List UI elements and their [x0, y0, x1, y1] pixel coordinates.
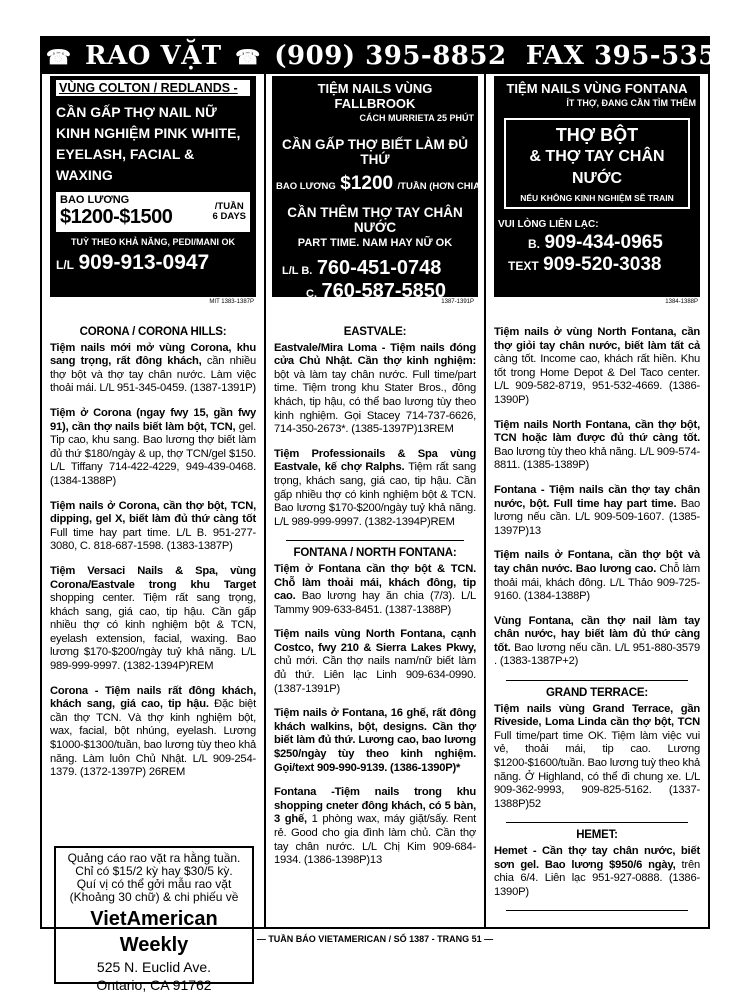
- ad-subtitle: CÁCH MURRIETA 25 PHÚT: [359, 113, 474, 123]
- banner-fax: FAX 395-5357: [525, 41, 736, 71]
- listing-body: Tiệm rất sang trọng, khách sang, giá cao, tip hậu. Cần gấp nhiều thợ có kinh nghiệm bột & TCN. Bao lương $170-$200/ngày tuỷ khả năng. L/L 989-999-9997. (1382-1394P)REM: [274, 461, 476, 528]
- listing-body: shopping center. Tiệm rất sang trọng, khách sang, giá cao, tip hậu. Cần gấp nhiều thợ có kinh nghiệm bột & TCN, eyelash extension, facial, waxing. Bao lương $170-$200/ngày tuỷ khả năng. L/L 989-999-9997. (1382-1394P)REM: [50, 592, 256, 673]
- promo-box: [54, 846, 254, 993]
- promo-line: Chỉ có $15/2 kỳ hay $30/5 kỳ.: [75, 864, 233, 878]
- salary-label: BAO LƯƠNG: [276, 181, 336, 192]
- listing-headline: Tiệm Professionails & Spa vùng Eastvale, kế chợ Ralphs.: [274, 447, 476, 474]
- listing: [494, 549, 700, 603]
- listing-body: Bao lương nếu cần. L/L 909-509-1607. (1385-1397P)13: [494, 497, 701, 537]
- ad-code: MIT 1383-1387P: [209, 299, 254, 305]
- listing-headline: Vùng Fontana, cần thợ nail làm tay chân nước, hay biết làm đủ thứ càng tốt.: [494, 614, 700, 654]
- listing: [50, 407, 256, 489]
- contact-label: TEXT: [508, 259, 539, 273]
- listing-body: chủ mới. Cần thợ nails nam/nữ biết làm đủ thứ. Liên lạc Linh 909-634-0990. (1387-1391P): [274, 655, 476, 695]
- listing-body: 1 phòng wax, máy giặt/sấy. Rent rẻ. Good cho gia đình làm chủ. Cần thợ tay chân nước. L/L Chị Kim 909-684-1934. (1386-1398P)13: [274, 813, 476, 867]
- listing-headline: Tiệm ở Fontana cần thợ bột & TCN. Chỗ làm thoải mái, khách đông, tip cao.: [274, 562, 476, 603]
- divider: [286, 540, 464, 541]
- listing-body: cần nhiều thợ bột và thợ tay chân nước. Làm việc thoải mái. L/L 951-345-0459. (1387-1391P): [50, 355, 256, 395]
- brand-name: VietAmerican Weekly: [90, 908, 218, 956]
- ad-line: CẦN THÊM THỢ TAY CHÂN NƯỚC: [287, 205, 463, 235]
- listing: [494, 326, 700, 408]
- listing-body: Đặc biệt cần thợ TCN. Và thợ kinh nghiệm bột, wax, facial, bột nhúng, eyelash. Lương $1000-$1300/tuần, bao lương tùy theo khả năng. Làm luôn Chủ Nhật. L/L 909-254-1379. (1372-1397P) 26REM: [50, 698, 256, 779]
- promo-line: (Khoảng 30 chữ) & chi phiếu về: [69, 890, 239, 904]
- listing-headline: Tiệm nails vùng North Fontana, cạnh Costco, fwy 210 & Sierra Lakes Pkwy,: [274, 628, 476, 654]
- listing: [50, 500, 256, 554]
- promo-address: Ontario, CA 91762: [96, 977, 212, 993]
- listing-headline: Fontana - Tiệm nails cần thợ tay chân nước, bột. Full time hay part time.: [494, 483, 700, 510]
- listing-headline: Tiệm nails ở Fontana, cần thợ bột và tay chân nước. Bao lương cao.: [494, 549, 700, 575]
- listing-body: càng tốt. Income cao, khách rất hiền. Khu tốt trong Home Depot & Del Taco center. L/L 909-582-8719, 951-532-4669. (1386-1390P): [494, 353, 700, 406]
- listing: [274, 563, 476, 617]
- ad-line: EYELASH, FACIAL & WAXING: [56, 146, 195, 183]
- listing-body: Chỗ làm thoải mái, khách đông. L/L Thảo 909-725-9160. (1384-1388P): [494, 562, 701, 603]
- listing-headline: Tiệm nails ở vùng North Fontana, cần thợ giỏi tay chân nước, biết làm tất cả: [494, 326, 700, 352]
- section-heading: GRAND TERRACE:: [546, 687, 648, 700]
- salary-value: $1200: [340, 173, 394, 194]
- listing: [494, 615, 700, 669]
- listing: [494, 484, 700, 538]
- section-heading: FONTANA / NORTH FONTANA:: [293, 547, 457, 560]
- listing: [50, 685, 256, 780]
- ad-inner-box: [504, 118, 690, 209]
- ad-code: 1387-1391P: [441, 299, 474, 305]
- divider: [506, 680, 688, 681]
- contact-label: L/L B.: [282, 265, 313, 277]
- listing-headline: Tiệm nails ở Fontana, 16 ghế, rất đông khách walkins, bột, designs. Cần thợ biết làm đủ thứ. Lương cao, bao lương $250/ngày tùy theo kinh nghiệm. Gọi/text 909-990-9139. (1386-1390P)*: [274, 707, 476, 774]
- ad-contact: [498, 232, 696, 254]
- contact-label: C.: [306, 288, 317, 300]
- section-north-fontana: [494, 326, 700, 917]
- section-corona: [50, 326, 256, 791]
- contact-phone: 760-451-0748: [316, 257, 442, 279]
- banner-title: RAO VẶT: [84, 41, 222, 71]
- salary-unit: /TUẦN (HƠN CHIA): [397, 181, 484, 192]
- listing-headline: Hemet - Cần thợ tay chân nước, biết sơn gel. Bao lương $950/6 ngày,: [494, 845, 700, 871]
- phone-icon: ☎: [46, 45, 72, 69]
- banner-phone: (909) 395-8852: [274, 41, 507, 71]
- listing: [494, 419, 700, 473]
- listing-headline: Tiệm ở Corona (ngay fwy 15, gần fwy 91), cần thợ nails biết làm bột, TCN,: [50, 406, 256, 433]
- promo-address: 525 N. Euclid Ave.: [96, 959, 212, 975]
- salary-unit-week: /TUẦN: [214, 201, 244, 212]
- column-2: [266, 76, 484, 927]
- listing-body: bột và làm tay chân nước. Full time/part time. Tiệm trong khu Stater Bros., đông khách, tip hậu, có thể bao lương tùy theo kinh nghiệm. Gọi Stacey 714-737-6626, 714-350-2673*. (1385-1397P)13REM: [274, 368, 476, 436]
- listing-headline: Eastvale/Mira Loma - Tiệm nails đóng cửa Chủ Nhật. Cần thợ kinh nghiệm:: [274, 341, 476, 368]
- salary-box: [56, 192, 250, 232]
- listing-body: Full time/part time OK. Tiệm làm việc vui vẻ, thoải mái, tip cao. Lương $1200-$1600/tuần. Bao lương tuỳ theo khả năng. Ở Highland, có thể đi chung xe. L/L 909-362-9993, 909-825-5162. (1337-1388P)52: [494, 729, 700, 810]
- section-eastvale: [274, 326, 476, 879]
- ad-colton: [50, 76, 256, 297]
- promo-line: Quí vị có thể gởi mẫu rao vặt: [76, 877, 232, 891]
- ad-line: KINH NGHIỆM PINK WHITE,: [56, 125, 241, 141]
- promo-line: Quảng cáo rao vặt ra hằng tuần.: [67, 851, 241, 865]
- salary-unit: [213, 202, 246, 222]
- listing-headline: Tiệm nails ở Corona, cần thợ bột, TCN, dipping, gel X, biết làm đủ thứ càng tốt: [50, 499, 256, 526]
- listing: [494, 845, 700, 899]
- listing-body: Bao lương tùy theo khả năng. L/L 909-574-8811. (1385-1389P): [494, 445, 700, 472]
- page-footer: — TUẦN BÁO VIETAMERICAN / SỐ 1387 - TRANG 51 —: [256, 934, 494, 944]
- ad-region: VÙNG COLTON / REDLANDS -: [56, 80, 250, 96]
- divider: [506, 822, 688, 823]
- listing-body: Full time hay part time. L/L B. 951-277-3080, C. 818-687-1598. (1383-1387P): [50, 526, 256, 553]
- section-heading: EASTVALE:: [343, 326, 407, 338]
- ad-box-line: & THỢ TAY CHÂN NƯỚC: [529, 148, 665, 187]
- contact-phone: 909-434-0965: [544, 232, 663, 253]
- ad-contact: [498, 254, 696, 276]
- contact-label: B.: [528, 237, 540, 251]
- ad-fontana: [494, 76, 700, 297]
- listing: [494, 703, 700, 812]
- listing-headline: Tiệm nails vùng Grand Terrace, gần Riveside, Loma Linda cần thợ bột, TCN: [494, 702, 700, 729]
- listing: [274, 707, 476, 775]
- listing: [274, 342, 476, 437]
- listing-body: Bao lương nếu cần. L/L 951-880-3579 . (1383-1387P+2): [494, 641, 700, 668]
- salary-value: $1200-$1500: [60, 206, 173, 228]
- salary-label: BAO LƯƠNG: [60, 194, 130, 206]
- salary-unit-days: 6 DAYS: [212, 211, 246, 222]
- listing: [274, 448, 476, 530]
- ad-title: TIỆM NAILS VÙNG FALLBROOK: [317, 81, 433, 111]
- contact-phone: 909-913-0947: [78, 251, 210, 274]
- listing: [274, 786, 476, 868]
- ad-salary: [276, 173, 484, 195]
- column-1: [42, 76, 264, 993]
- ad-note: TUỲ THEO KHẢ NĂNG, PEDI/MANI OK: [70, 237, 235, 247]
- ad-contact: [56, 251, 250, 275]
- contact-phone: 760-587-5850: [321, 280, 447, 302]
- ad-line: PART TIME. NAM HAY NỮ OK: [297, 237, 453, 249]
- ad-title: TIỆM NAILS VÙNG FONTANA: [506, 81, 688, 96]
- listing-body: gel. Tip cao, khu sang. Bao lương thợ biết làm đủ thứ $180/ngày & up, thợ TCN/gel $150. L/L Tiffany 714-422-4229, 949-439-0468. (1384-1388P): [50, 420, 256, 487]
- header-banner: [42, 38, 736, 74]
- divider: [506, 910, 688, 911]
- listing-headline: Tiệm Versaci Nails & Spa, vùng Corona/Eastvale trong khu Target: [50, 564, 256, 591]
- listing-headline: Fontana -Tiệm nails trong khu shopping cneter đông khách, có 5 bàn, 3 ghế,: [274, 786, 476, 826]
- listing-body: Bao lương hay ăn chia (7/3). L/L Tammy 909-633-8451. (1387-1388P): [274, 590, 476, 616]
- contact-phone: 909-520-3038: [543, 254, 662, 275]
- ad-contact: [276, 257, 474, 280]
- listing-body: trên chia 6/4. Liên lạc 951-927-0888. (1386-1390P): [494, 858, 701, 898]
- listing-headline: Tiệm nails North Fontana, cần thợ bột, TCN hoặc làm được đủ thứ càng tốt.: [494, 418, 700, 445]
- section-heading: CORONA / CORONA HILLS:: [79, 326, 227, 338]
- contact-label: VUI LÒNG LIÊN LẠC:: [498, 219, 599, 230]
- listing-headline: Corona - Tiệm nails rất đông khách, khách sang, giá cao, tip hậu.: [50, 684, 256, 711]
- listing-headline: Tiệm nails mới mở vùng Corona, khu sang trọng, rất đông khách,: [50, 341, 256, 368]
- ad-code: 1384-1388P: [665, 299, 698, 305]
- column-3: [486, 76, 708, 927]
- section-heading: HEMET:: [576, 829, 618, 842]
- ad-box-note: NẾU KHÔNG KINH NGHIỆM SẼ TRAIN: [520, 193, 674, 203]
- ad-line: CẦN GẤP THỢ BIẾT LÀM ĐỦ THỨ: [281, 137, 468, 167]
- ad-box-line: THỢ BỘT: [555, 125, 639, 145]
- listing: [50, 342, 256, 396]
- listing: [50, 565, 256, 674]
- ad-line: CẦN GẤP THỢ NAIL NỮ: [56, 104, 217, 120]
- phone-icon: ☎: [235, 45, 261, 69]
- ad-subtitle: ÍT THỢ, ĐANG CẦN TÌM THÊM: [566, 98, 696, 108]
- contact-label: L/L: [56, 258, 74, 272]
- listing: [274, 628, 476, 696]
